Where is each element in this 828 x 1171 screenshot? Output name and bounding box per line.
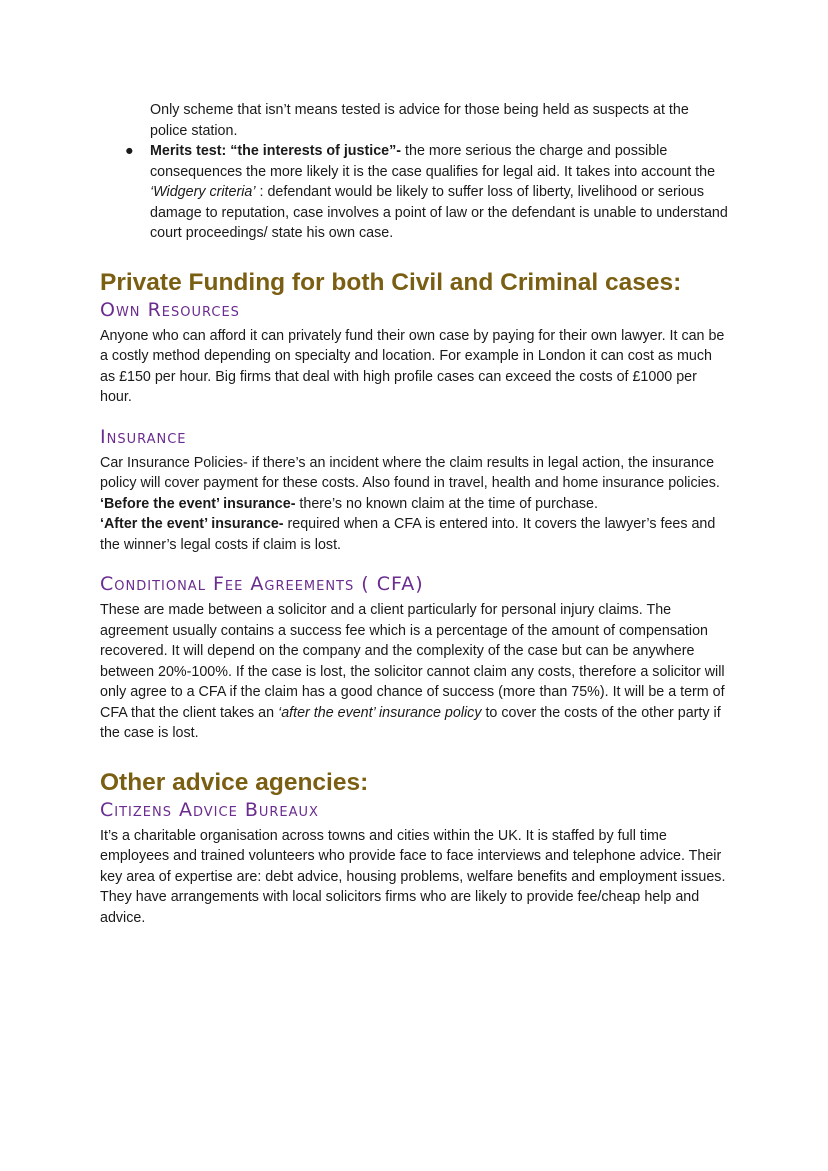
- own-resources-heading: Own Resources: [100, 298, 240, 321]
- cfa-text-1: These are made between a solicitor and a client particularly for personal injury claims. The agreement usually contains a success fee which is a percentage of the amount of compensation recovered. It will depend on the company and the complexity of the case but can be anywhere between 20%-100%. If the case is lost, the solicitor cannot claim any costs, therefore a solicitor will only agree to a CFA if the claim has a good chance of success (more than 75%). It will be a term of CFA that the client takes an: [100, 602, 725, 721]
- cfa-text-2: to cover the costs of the other party if the case is lost.: [100, 704, 721, 741]
- cfa-paragraph: [100, 600, 728, 744]
- private-funding-title: Private Funding for both Civil and Criminal cases:: [100, 268, 682, 296]
- before-event-text: there’s no known claim at the time of purchase.: [295, 495, 598, 512]
- after-event-label: ‘After the event’ insurance-: [100, 516, 284, 532]
- before-event-paragraph: [100, 494, 728, 515]
- merits-test-item: [125, 141, 728, 244]
- bullet-icon: ●: [125, 143, 134, 159]
- intro-continuation: Only scheme that isn’t means tested is advice for those being held as suspects at the police station.: [150, 102, 689, 139]
- merits-test-text-2: : defendant would be likely to suffer loss of liberty, livelihood or serious damage to reputation, case involves a point of law or the defendant is unable to understand court proceedings/ state his own case.: [150, 184, 728, 241]
- after-event-paragraph: [100, 514, 728, 555]
- page-content: [100, 100, 728, 928]
- own-resources-text: Anyone who can afford it can privately fund their own case by paying for their own lawyer. It can be a costly method depending on specialty and location. For example in London it can cost as much as £150 per hour. Big firms that deal with high profile cases can exceed the costs of £1000 per hour.: [100, 327, 725, 405]
- insurance-heading: Insurance: [100, 425, 187, 448]
- other-agencies-title: Other advice agencies:: [100, 768, 369, 796]
- merits-test-list: [100, 141, 728, 244]
- cab-text: It’s a charitable organisation across towns and cities within the UK. It is staffed by full time employees and trained volunteers who provide face to face interviews and telephone advice. Their key area of expertise are: debt advice, housing problems, welfare benefits and employment issues. They have arrangements with local solicitors firms who are likely to provide fee/cheap help and advice.: [100, 827, 726, 926]
- merits-test-text-1: the more serious the charge and possible consequences the more likely it is the case qualifies for legal aid. It takes into account the: [150, 143, 716, 180]
- cfa-heading: Conditional Fee Agreements ( CFA): [100, 573, 424, 595]
- merits-test-label: Merits test: “the interests of justice”-: [150, 143, 402, 159]
- after-event-text: required when a CFA is entered into. It covers the lawyer’s fees and the winner’s legal costs if claim is lost.: [100, 516, 716, 553]
- insurance-text: Car Insurance Policies- if there’s an incident where the claim results in legal action, the insurance policy will cover payment for these costs. Also found in travel, health and home insurance policies.: [100, 454, 720, 491]
- cfa-italic: ‘after the event’ insurance policy: [278, 704, 482, 721]
- before-event-label: ‘Before the event’ insurance-: [100, 495, 296, 512]
- cab-heading: Citizens Advice Bureaux: [100, 798, 319, 821]
- widgery-criteria: ‘Widgery criteria’: [150, 184, 256, 200]
